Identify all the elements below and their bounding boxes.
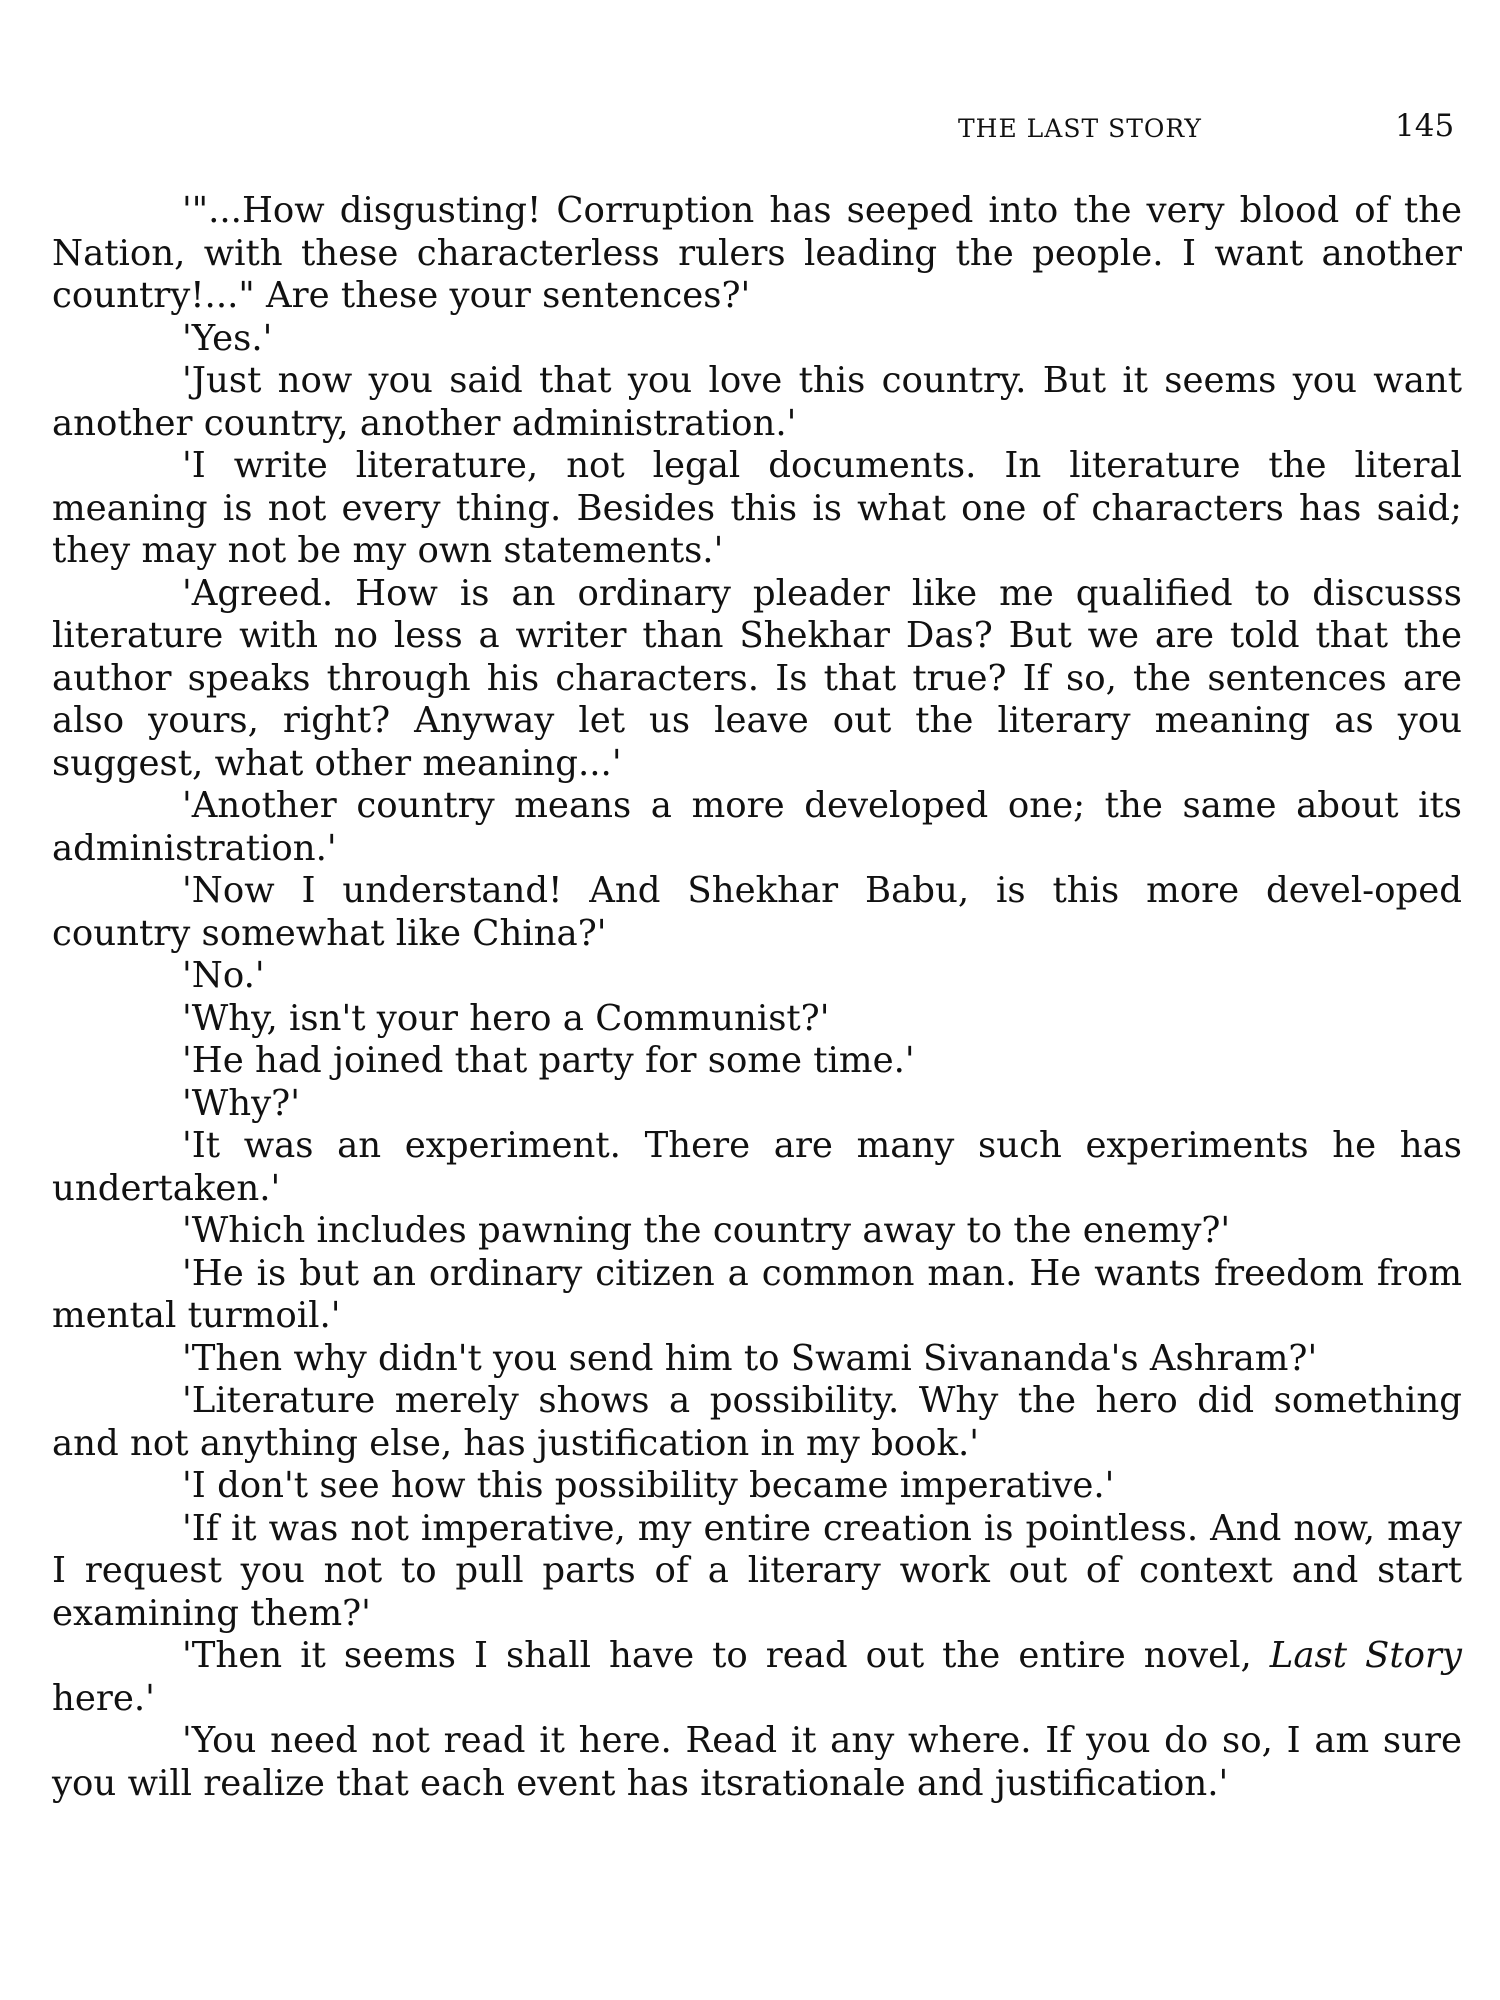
paragraph: 'Another country means a more developed one; the same about its administration.' <box>52 785 1462 869</box>
paragraph: 'I don't see how this possibility became imperative.' <box>182 1465 1115 1506</box>
paragraph: 'It was an experiment. There are many such experiments he has undertaken.' <box>52 1125 1462 1209</box>
paragraph: 'Why?' <box>182 1082 300 1124</box>
paragraph-text: 'Then it seems I shall have to read out the entire novel, <box>182 1635 1270 1676</box>
paragraph: 'You need not read it here. Read it any where. If you do so, I am sure you will realize that each event has itsrationale and justification.' <box>52 1720 1462 1804</box>
paragraph: 'Then why didn't you send him to Swami Sivananda's Ashram?' <box>182 1337 1318 1379</box>
paragraph: 'Just now you said that you love this country. But it seems you want another country, another administration.' <box>52 360 1462 444</box>
running-head <box>0 108 1500 148</box>
paragraph: 'I write literature, not legal documents. In literature the literal meaning is not every thing. Besides this is what one of characters has said; they may not be my own statements.' <box>52 445 1462 571</box>
paragraph <box>52 1635 1462 1720</box>
paragraph: 'He is but an ordinary citizen a common man. He wants freedom from mental turmoil.' <box>52 1252 1462 1336</box>
paragraph: 'If it was not imperative, my entire creation is pointless. And now, may I request you not to pull parts of a literary work out of context and start examining them?' <box>52 1507 1462 1634</box>
novel-title: Last Story <box>1269 1635 1462 1676</box>
paragraph: '"...How disgusting! Corruption has seeped into the very blood of the Nation, with these characterless rulers leading the people. I want another country!..." Are these your sentences?' <box>52 190 1462 316</box>
paragraph: 'Which includes pawning the country away to the enemy?' <box>182 1210 1231 1251</box>
running-title: THE LAST STORY <box>958 114 1202 143</box>
paragraph: 'Yes.' <box>182 317 273 359</box>
paragraph: 'Agreed. How is an ordinary pleader like me qualified to discusss literature with no less a writer than Shekhar Das? But we are told that the author speaks through his characters. Is that true? If so, the sentences are also yours, right? Anyway let us leave out the literary meaning as you suggest, what other meaning...' <box>52 572 1462 784</box>
paragraph: 'No.' <box>182 955 265 996</box>
paragraph-text: here.' <box>52 1677 155 1719</box>
page-number: 145 <box>1395 108 1455 144</box>
paragraph: 'Why, isn't your hero a Communist?' <box>182 997 830 1039</box>
paragraph: 'Literature merely shows a possibility. Why the hero did something and not anything else, has justification in my book.' <box>52 1380 1462 1464</box>
paragraph: 'He had joined that party for some time.' <box>182 1040 915 1081</box>
body-text <box>52 190 1462 1805</box>
paragraph: 'Now I understand! And Shekhar Babu, is this more devel-oped country somewhat like China?' <box>52 870 1462 954</box>
